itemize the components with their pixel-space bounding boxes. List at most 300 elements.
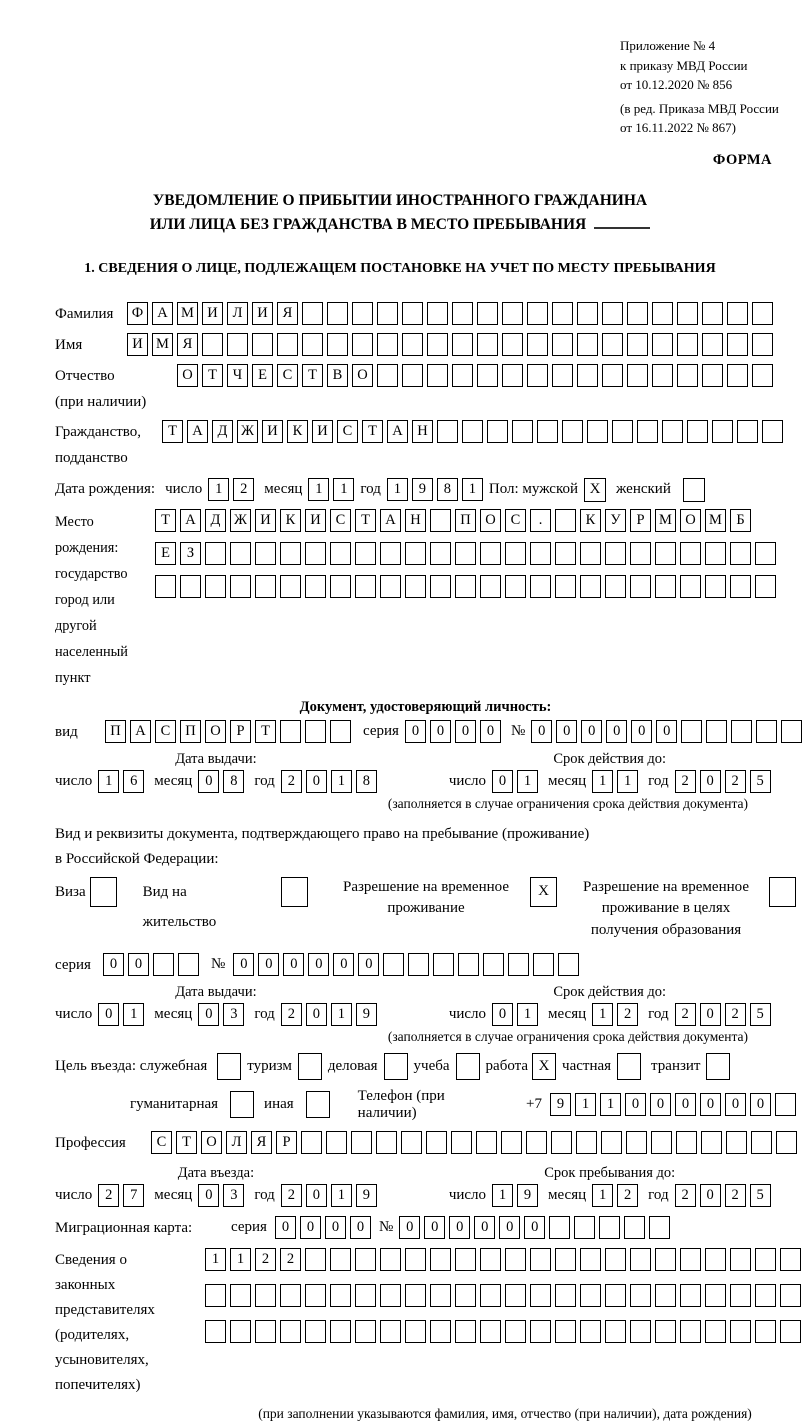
purpose-tourism-checkbox[interactable]	[298, 1053, 322, 1080]
char-cell[interactable]: П	[180, 720, 201, 743]
char-cell[interactable]	[405, 542, 426, 565]
char-cell[interactable]: 8	[437, 478, 458, 501]
char-cell[interactable]	[483, 953, 504, 976]
char-cell[interactable]: 1	[98, 770, 119, 793]
purpose-humanitarian-checkbox[interactable]	[230, 1091, 254, 1118]
char-cell[interactable]: 0	[405, 720, 426, 743]
char-cell[interactable]: 0	[455, 720, 476, 743]
char-cell[interactable]: И	[305, 509, 326, 532]
char-cell[interactable]	[577, 333, 598, 356]
char-cell[interactable]: 1	[333, 478, 354, 501]
char-cell[interactable]	[330, 720, 351, 743]
char-cell[interactable]	[527, 333, 548, 356]
char-cell[interactable]	[380, 1320, 401, 1343]
char-cell[interactable]: О	[352, 364, 373, 387]
char-cell[interactable]: А	[152, 302, 173, 325]
char-cell[interactable]	[476, 1131, 497, 1154]
char-cell[interactable]: 1	[492, 1184, 513, 1207]
char-cell[interactable]: 0	[449, 1216, 470, 1239]
char-cell[interactable]: С	[330, 509, 351, 532]
char-cell[interactable]	[280, 1320, 301, 1343]
char-cell[interactable]: Ж	[237, 420, 258, 443]
char-cell[interactable]	[730, 542, 751, 565]
char-cell[interactable]	[727, 333, 748, 356]
char-cell[interactable]	[677, 302, 698, 325]
char-cell[interactable]	[477, 302, 498, 325]
char-cell[interactable]: Е	[252, 364, 273, 387]
char-cell[interactable]	[430, 509, 451, 532]
char-cell[interactable]: В	[327, 364, 348, 387]
char-cell[interactable]: М	[705, 509, 726, 532]
char-cell[interactable]: О	[201, 1131, 222, 1154]
char-cell[interactable]	[705, 575, 726, 598]
char-cell[interactable]	[180, 575, 201, 598]
char-cell[interactable]	[652, 333, 673, 356]
char-cell[interactable]	[502, 364, 523, 387]
char-cell[interactable]: 1	[462, 478, 483, 501]
char-cell[interactable]: А	[180, 509, 201, 532]
char-cell[interactable]	[775, 1093, 796, 1116]
char-cell[interactable]	[652, 302, 673, 325]
char-cell[interactable]	[681, 720, 702, 743]
char-cell[interactable]	[430, 575, 451, 598]
char-cell[interactable]	[605, 1320, 626, 1343]
char-cell[interactable]	[437, 420, 458, 443]
char-cell[interactable]	[630, 1284, 651, 1307]
char-cell[interactable]: 0	[350, 1216, 371, 1239]
char-cell[interactable]	[430, 1248, 451, 1271]
purpose-official-checkbox[interactable]	[217, 1053, 241, 1080]
char-cell[interactable]	[655, 1248, 676, 1271]
char-cell[interactable]: И	[202, 302, 223, 325]
char-cell[interactable]: 0	[531, 720, 552, 743]
char-cell[interactable]	[533, 953, 554, 976]
char-cell[interactable]	[687, 420, 708, 443]
char-cell[interactable]	[277, 333, 298, 356]
char-cell[interactable]	[255, 575, 276, 598]
char-cell[interactable]: 1	[123, 1003, 144, 1026]
char-cell[interactable]: 0	[275, 1216, 296, 1239]
char-cell[interactable]: .	[530, 509, 551, 532]
char-cell[interactable]: М	[152, 333, 173, 356]
char-cell[interactable]	[402, 333, 423, 356]
char-cell[interactable]	[280, 1284, 301, 1307]
char-cell[interactable]	[526, 1131, 547, 1154]
char-cell[interactable]	[351, 1131, 372, 1154]
char-cell[interactable]	[305, 542, 326, 565]
char-cell[interactable]: 0	[581, 720, 602, 743]
char-cell[interactable]	[452, 302, 473, 325]
char-cell[interactable]	[477, 364, 498, 387]
char-cell[interactable]: 2	[675, 770, 696, 793]
char-cell[interactable]	[562, 420, 583, 443]
char-cell[interactable]	[705, 1248, 726, 1271]
char-cell[interactable]: Л	[227, 302, 248, 325]
char-cell[interactable]	[701, 1131, 722, 1154]
char-cell[interactable]	[577, 364, 598, 387]
char-cell[interactable]	[630, 1320, 651, 1343]
char-cell[interactable]	[462, 420, 483, 443]
char-cell[interactable]: С	[337, 420, 358, 443]
char-cell[interactable]	[605, 575, 626, 598]
char-cell[interactable]: 0	[333, 953, 354, 976]
char-cell[interactable]	[552, 364, 573, 387]
char-cell[interactable]	[527, 364, 548, 387]
char-cell[interactable]	[505, 1248, 526, 1271]
char-cell[interactable]	[780, 1284, 801, 1307]
char-cell[interactable]	[605, 542, 626, 565]
char-cell[interactable]: 0	[258, 953, 279, 976]
char-cell[interactable]	[377, 302, 398, 325]
char-cell[interactable]: Ж	[230, 509, 251, 532]
char-cell[interactable]: 0	[725, 1093, 746, 1116]
char-cell[interactable]	[255, 542, 276, 565]
char-cell[interactable]	[552, 302, 573, 325]
char-cell[interactable]	[330, 1248, 351, 1271]
char-cell[interactable]	[227, 333, 248, 356]
char-cell[interactable]	[408, 953, 429, 976]
char-cell[interactable]	[602, 333, 623, 356]
char-cell[interactable]: М	[177, 302, 198, 325]
char-cell[interactable]	[305, 1248, 326, 1271]
char-cell[interactable]: 1	[517, 1003, 538, 1026]
char-cell[interactable]	[612, 420, 633, 443]
edu-residence-checkbox[interactable]	[769, 877, 796, 907]
char-cell[interactable]	[705, 1284, 726, 1307]
temp-residence-checkbox[interactable]: X	[530, 877, 557, 907]
char-cell[interactable]: А	[380, 509, 401, 532]
char-cell[interactable]	[555, 575, 576, 598]
char-cell[interactable]	[330, 542, 351, 565]
char-cell[interactable]	[755, 1320, 776, 1343]
char-cell[interactable]	[555, 509, 576, 532]
char-cell[interactable]: 0	[700, 1184, 721, 1207]
char-cell[interactable]	[205, 575, 226, 598]
char-cell[interactable]	[355, 542, 376, 565]
char-cell[interactable]	[630, 575, 651, 598]
char-cell[interactable]	[752, 302, 773, 325]
char-cell[interactable]	[502, 333, 523, 356]
char-cell[interactable]: 0	[492, 770, 513, 793]
char-cell[interactable]: 1	[617, 770, 638, 793]
char-cell[interactable]	[530, 1284, 551, 1307]
char-cell[interactable]	[627, 302, 648, 325]
char-cell[interactable]	[405, 1248, 426, 1271]
char-cell[interactable]	[530, 1320, 551, 1343]
char-cell[interactable]: Н	[405, 509, 426, 532]
char-cell[interactable]: И	[127, 333, 148, 356]
gender-male-checkbox[interactable]: X	[584, 478, 606, 502]
char-cell[interactable]: 7	[123, 1184, 144, 1207]
char-cell[interactable]: Т	[355, 509, 376, 532]
char-cell[interactable]	[301, 1131, 322, 1154]
char-cell[interactable]: Т	[155, 509, 176, 532]
purpose-transit-checkbox[interactable]	[706, 1053, 730, 1080]
char-cell[interactable]	[427, 302, 448, 325]
char-cell[interactable]	[755, 1248, 776, 1271]
char-cell[interactable]	[505, 542, 526, 565]
char-cell[interactable]: И	[262, 420, 283, 443]
char-cell[interactable]	[731, 720, 752, 743]
char-cell[interactable]	[762, 420, 783, 443]
char-cell[interactable]: 2	[617, 1003, 638, 1026]
char-cell[interactable]	[627, 364, 648, 387]
char-cell[interactable]	[555, 1320, 576, 1343]
char-cell[interactable]	[655, 1320, 676, 1343]
char-cell[interactable]: 0	[675, 1093, 696, 1116]
char-cell[interactable]	[230, 542, 251, 565]
char-cell[interactable]	[680, 1320, 701, 1343]
char-cell[interactable]	[487, 420, 508, 443]
purpose-work-checkbox[interactable]: X	[532, 1053, 556, 1080]
char-cell[interactable]: 1	[331, 1184, 352, 1207]
char-cell[interactable]	[455, 1320, 476, 1343]
char-cell[interactable]	[558, 953, 579, 976]
char-cell[interactable]: 1	[331, 1003, 352, 1026]
char-cell[interactable]: 6	[123, 770, 144, 793]
char-cell[interactable]	[402, 364, 423, 387]
char-cell[interactable]: 1	[205, 1248, 226, 1271]
char-cell[interactable]: И	[255, 509, 276, 532]
char-cell[interactable]	[480, 1248, 501, 1271]
char-cell[interactable]: 9	[356, 1184, 377, 1207]
char-cell[interactable]: З	[180, 542, 201, 565]
char-cell[interactable]	[280, 720, 301, 743]
char-cell[interactable]: 0	[430, 720, 451, 743]
char-cell[interactable]: 8	[356, 770, 377, 793]
char-cell[interactable]	[455, 1284, 476, 1307]
char-cell[interactable]	[330, 1320, 351, 1343]
char-cell[interactable]	[327, 333, 348, 356]
char-cell[interactable]	[730, 1248, 751, 1271]
char-cell[interactable]	[756, 720, 777, 743]
char-cell[interactable]	[730, 1284, 751, 1307]
char-cell[interactable]	[153, 953, 174, 976]
char-cell[interactable]	[377, 333, 398, 356]
char-cell[interactable]	[580, 1320, 601, 1343]
char-cell[interactable]	[383, 953, 404, 976]
char-cell[interactable]: Р	[630, 509, 651, 532]
char-cell[interactable]	[377, 364, 398, 387]
char-cell[interactable]: Т	[176, 1131, 197, 1154]
char-cell[interactable]	[502, 302, 523, 325]
char-cell[interactable]	[662, 420, 683, 443]
char-cell[interactable]: 2	[281, 1003, 302, 1026]
char-cell[interactable]: 1	[592, 770, 613, 793]
char-cell[interactable]	[677, 333, 698, 356]
char-cell[interactable]	[405, 1320, 426, 1343]
char-cell[interactable]: 9	[517, 1184, 538, 1207]
char-cell[interactable]	[726, 1131, 747, 1154]
char-cell[interactable]: 2	[281, 1184, 302, 1207]
char-cell[interactable]	[430, 1284, 451, 1307]
char-cell[interactable]: 0	[399, 1216, 420, 1239]
char-cell[interactable]	[530, 542, 551, 565]
char-cell[interactable]	[305, 1284, 326, 1307]
char-cell[interactable]	[505, 1284, 526, 1307]
char-cell[interactable]	[727, 364, 748, 387]
char-cell[interactable]: 0	[700, 1003, 721, 1026]
char-cell[interactable]	[627, 333, 648, 356]
char-cell[interactable]	[455, 542, 476, 565]
char-cell[interactable]: У	[605, 509, 626, 532]
char-cell[interactable]	[380, 1284, 401, 1307]
char-cell[interactable]	[555, 542, 576, 565]
char-cell[interactable]	[752, 364, 773, 387]
char-cell[interactable]	[305, 1320, 326, 1343]
char-cell[interactable]	[352, 302, 373, 325]
char-cell[interactable]: Е	[155, 542, 176, 565]
char-cell[interactable]: 3	[223, 1003, 244, 1026]
char-cell[interactable]	[705, 542, 726, 565]
char-cell[interactable]: К	[287, 420, 308, 443]
char-cell[interactable]	[355, 1284, 376, 1307]
char-cell[interactable]	[702, 364, 723, 387]
char-cell[interactable]: Я	[177, 333, 198, 356]
char-cell[interactable]: 1	[517, 770, 538, 793]
purpose-business-checkbox[interactable]	[384, 1053, 408, 1080]
char-cell[interactable]	[637, 420, 658, 443]
char-cell[interactable]: О	[480, 509, 501, 532]
char-cell[interactable]	[527, 302, 548, 325]
char-cell[interactable]	[574, 1216, 595, 1239]
char-cell[interactable]: 2	[725, 1003, 746, 1026]
char-cell[interactable]	[549, 1216, 570, 1239]
char-cell[interactable]	[505, 1320, 526, 1343]
char-cell[interactable]	[551, 1131, 572, 1154]
char-cell[interactable]: 0	[700, 1093, 721, 1116]
char-cell[interactable]: 0	[233, 953, 254, 976]
char-cell[interactable]	[205, 542, 226, 565]
char-cell[interactable]: 2	[675, 1184, 696, 1207]
char-cell[interactable]: 0	[556, 720, 577, 743]
char-cell[interactable]	[155, 575, 176, 598]
purpose-study-checkbox[interactable]	[456, 1053, 480, 1080]
char-cell[interactable]	[751, 1131, 772, 1154]
char-cell[interactable]	[652, 364, 673, 387]
char-cell[interactable]: С	[505, 509, 526, 532]
char-cell[interactable]	[430, 542, 451, 565]
char-cell[interactable]	[355, 575, 376, 598]
char-cell[interactable]	[630, 542, 651, 565]
char-cell[interactable]	[451, 1131, 472, 1154]
char-cell[interactable]: Т	[202, 364, 223, 387]
residence-permit-checkbox[interactable]	[281, 877, 308, 907]
char-cell[interactable]: 1	[575, 1093, 596, 1116]
char-cell[interactable]	[455, 575, 476, 598]
char-cell[interactable]	[430, 1320, 451, 1343]
char-cell[interactable]	[680, 575, 701, 598]
char-cell[interactable]: Д	[205, 509, 226, 532]
char-cell[interactable]	[602, 302, 623, 325]
char-cell[interactable]	[255, 1320, 276, 1343]
char-cell[interactable]: Р	[276, 1131, 297, 1154]
char-cell[interactable]: Л	[226, 1131, 247, 1154]
char-cell[interactable]: 0	[128, 953, 149, 976]
char-cell[interactable]: 0	[306, 770, 327, 793]
char-cell[interactable]	[452, 364, 473, 387]
char-cell[interactable]	[580, 575, 601, 598]
char-cell[interactable]	[680, 1284, 701, 1307]
char-cell[interactable]	[780, 1248, 801, 1271]
char-cell[interactable]	[626, 1131, 647, 1154]
char-cell[interactable]: 2	[255, 1248, 276, 1271]
char-cell[interactable]: 5	[750, 1184, 771, 1207]
char-cell[interactable]	[655, 575, 676, 598]
char-cell[interactable]	[580, 1248, 601, 1271]
char-cell[interactable]	[402, 302, 423, 325]
char-cell[interactable]	[426, 1131, 447, 1154]
char-cell[interactable]	[555, 1248, 576, 1271]
char-cell[interactable]	[330, 1284, 351, 1307]
char-cell[interactable]: 0	[300, 1216, 321, 1239]
char-cell[interactable]	[599, 1216, 620, 1239]
char-cell[interactable]	[380, 542, 401, 565]
char-cell[interactable]	[755, 542, 776, 565]
char-cell[interactable]	[781, 720, 802, 743]
char-cell[interactable]: 1	[331, 770, 352, 793]
char-cell[interactable]: 0	[650, 1093, 671, 1116]
char-cell[interactable]	[252, 333, 273, 356]
char-cell[interactable]: 0	[98, 1003, 119, 1026]
char-cell[interactable]: Т	[255, 720, 276, 743]
char-cell[interactable]	[230, 575, 251, 598]
char-cell[interactable]: 0	[631, 720, 652, 743]
char-cell[interactable]: 0	[474, 1216, 495, 1239]
char-cell[interactable]	[677, 364, 698, 387]
char-cell[interactable]: П	[105, 720, 126, 743]
char-cell[interactable]	[702, 302, 723, 325]
char-cell[interactable]	[405, 1284, 426, 1307]
char-cell[interactable]	[630, 1248, 651, 1271]
char-cell[interactable]: Т	[162, 420, 183, 443]
char-cell[interactable]	[537, 420, 558, 443]
char-cell[interactable]	[530, 1248, 551, 1271]
char-cell[interactable]	[458, 953, 479, 976]
char-cell[interactable]	[555, 1284, 576, 1307]
char-cell[interactable]: С	[277, 364, 298, 387]
char-cell[interactable]: С	[155, 720, 176, 743]
char-cell[interactable]	[480, 1284, 501, 1307]
char-cell[interactable]: 1	[592, 1184, 613, 1207]
char-cell[interactable]	[230, 1284, 251, 1307]
char-cell[interactable]	[330, 575, 351, 598]
char-cell[interactable]	[655, 542, 676, 565]
char-cell[interactable]	[737, 420, 758, 443]
char-cell[interactable]: 0	[499, 1216, 520, 1239]
visa-checkbox[interactable]	[90, 877, 117, 907]
char-cell[interactable]: 1	[208, 478, 229, 501]
char-cell[interactable]	[380, 1248, 401, 1271]
char-cell[interactable]	[178, 953, 199, 976]
char-cell[interactable]	[755, 1284, 776, 1307]
char-cell[interactable]: 0	[358, 953, 379, 976]
char-cell[interactable]: 5	[750, 770, 771, 793]
char-cell[interactable]	[280, 542, 301, 565]
char-cell[interactable]: 9	[356, 1003, 377, 1026]
char-cell[interactable]: 5	[750, 1003, 771, 1026]
char-cell[interactable]: А	[130, 720, 151, 743]
char-cell[interactable]	[676, 1131, 697, 1154]
char-cell[interactable]	[433, 953, 454, 976]
char-cell[interactable]	[605, 1284, 626, 1307]
char-cell[interactable]	[727, 302, 748, 325]
char-cell[interactable]	[780, 1320, 801, 1343]
char-cell[interactable]	[480, 1320, 501, 1343]
purpose-other-checkbox[interactable]	[306, 1091, 330, 1118]
char-cell[interactable]	[480, 542, 501, 565]
char-cell[interactable]	[705, 1320, 726, 1343]
